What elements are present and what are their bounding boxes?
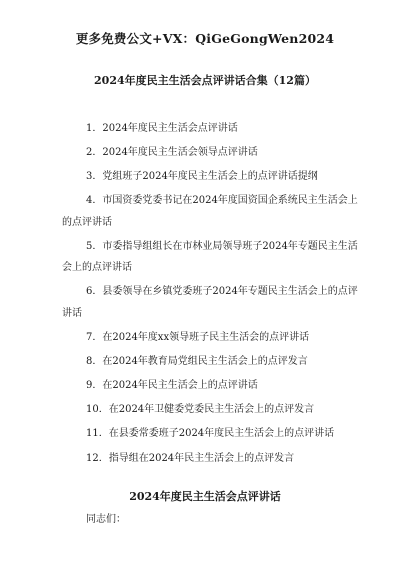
toc-item: 5．市委指导组组长在市林业局领导班子2024年专题民主生活会上的点评讲话 — [62, 240, 358, 274]
collection-title: 2024年度民主生活会点评讲话合集（12篇） — [94, 74, 316, 87]
toc-item: 2．2024年度民主生活会领导点评讲话 — [86, 147, 258, 159]
table-of-contents — [62, 118, 362, 472]
salutation: 同志们： — [86, 514, 126, 525]
watermark-header: 更多免费公文+VX：QiGeGongWen2024 — [75, 31, 335, 46]
toc-item: 6．县委领导在乡镇党委班子2024年专题民主生活会上的点评讲话 — [62, 286, 358, 319]
toc-item: 12．指导组在2024年民主生活会上的点评发言 — [86, 452, 295, 464]
toc-item: 11．在县委常委班子2024年度民主生活会上的点评讲话 — [86, 428, 335, 440]
toc-item: 1．2024年度民主生活会点评讲话 — [86, 123, 238, 134]
section-title: 2024年度民主生活会点评讲话 — [129, 490, 281, 503]
toc-item: 8．在2024年教育局党组民主生活会上的点评发言 — [86, 356, 308, 368]
toc-item: 7．在2024年度xx领导班子民主生活会的点评讲话 — [86, 332, 310, 344]
toc-item: 4．市国资委党委书记在2024年度国资国企系统民主生活会上的点评讲话 — [62, 195, 358, 228]
toc-item: 10．在2024年卫健委党委民主生活会上的点评发言 — [86, 404, 315, 416]
toc-item: 9．在2024年民主生活会上的点评讲话 — [86, 380, 258, 392]
toc-item: 3．党组班子2024年度民主生活会上的点评讲话提纲 — [86, 171, 318, 183]
